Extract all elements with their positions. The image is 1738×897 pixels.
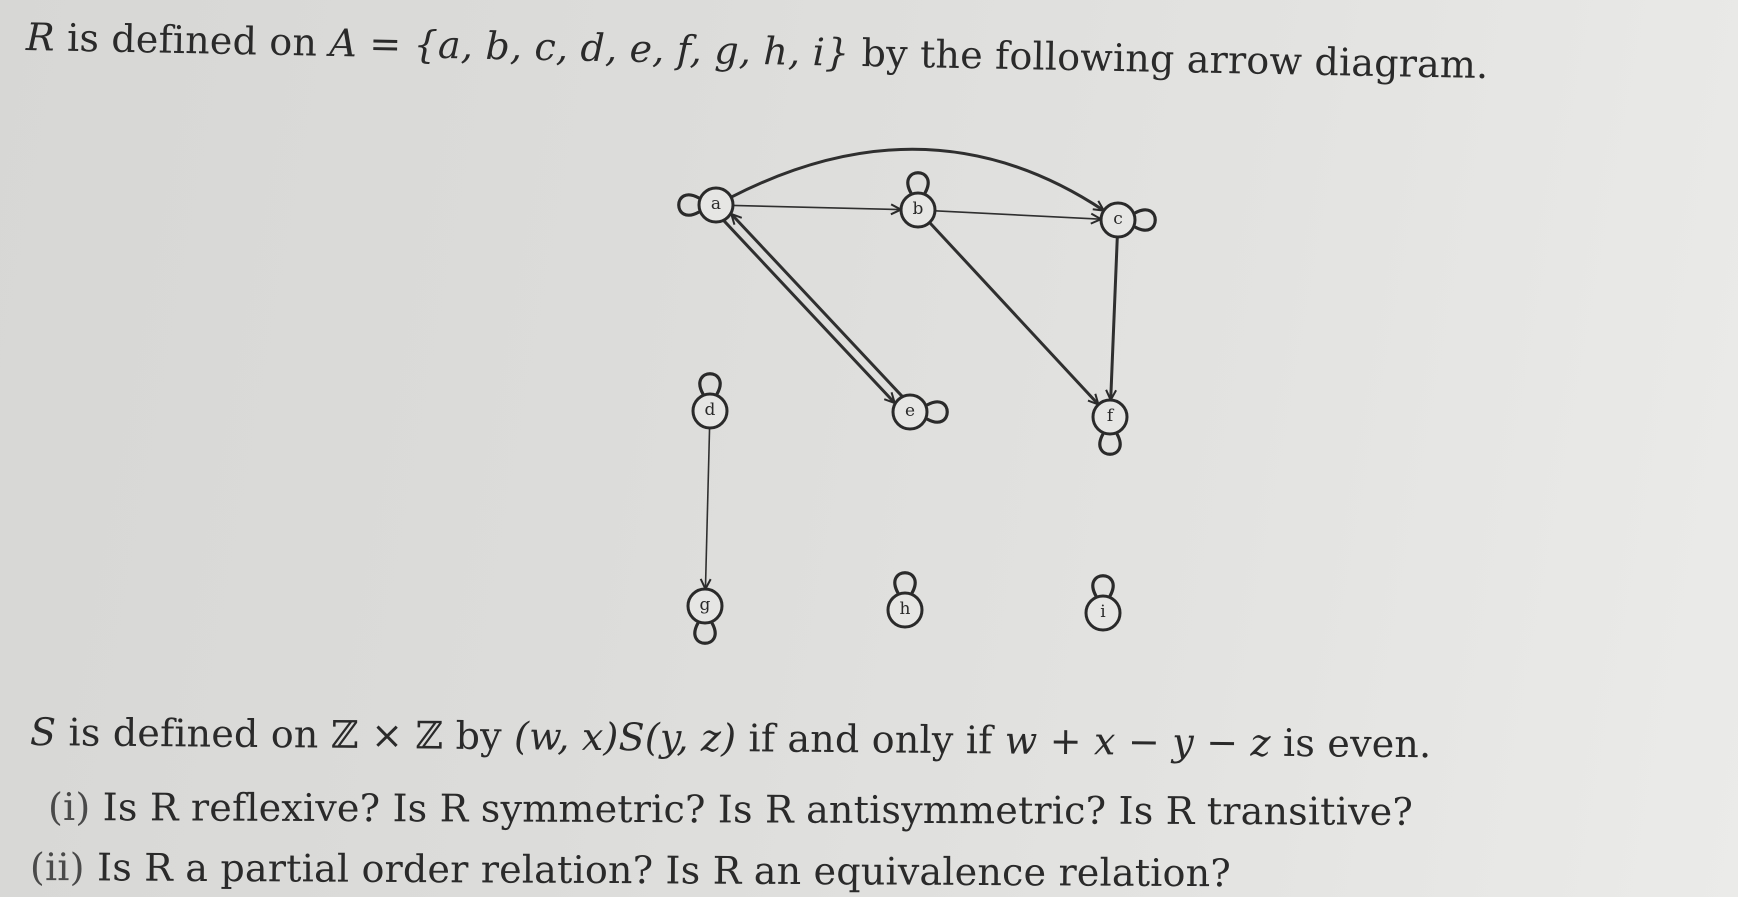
node-b bbox=[901, 193, 935, 227]
pair-one: (w, x) bbox=[513, 714, 619, 760]
node-e-label: e bbox=[904, 401, 916, 421]
question-1-number: (i) bbox=[47, 785, 91, 830]
node-b-label: b bbox=[912, 199, 924, 219]
edge-c-to-f bbox=[1111, 237, 1118, 400]
node-e bbox=[893, 395, 927, 429]
node-d-label: d bbox=[704, 400, 716, 420]
edge-e-to-a bbox=[731, 214, 902, 396]
question-1 bbox=[48, 785, 1413, 834]
relation-r-intro-post: by the following arrow diagram. bbox=[861, 31, 1489, 88]
question-1-text: Is R reflexive? Is R symmetric? Is R antisymmetric? Is R transitive? bbox=[102, 785, 1414, 834]
equals-sign: = bbox=[368, 21, 402, 67]
node-h-label: h bbox=[899, 599, 911, 619]
pair-two: (y, z) bbox=[644, 715, 737, 761]
set-name: A bbox=[328, 20, 358, 66]
parity-expression: w + x − y − z bbox=[1004, 718, 1271, 765]
self-loop-i bbox=[1093, 576, 1113, 596]
relation-s-symbol-inline: S bbox=[618, 715, 646, 760]
self-loop-a bbox=[679, 195, 699, 215]
node-d bbox=[693, 394, 727, 428]
node-g-label: g bbox=[699, 595, 711, 615]
node-i-label: i bbox=[1100, 602, 1106, 622]
condition-post: is even. bbox=[1282, 720, 1432, 767]
node-i bbox=[1086, 596, 1120, 630]
node-h bbox=[888, 593, 922, 627]
question-2-text: Is R a partial order relation? Is R an equivalence relation? bbox=[96, 845, 1232, 896]
node-a-label: a bbox=[710, 194, 722, 214]
self-loop-f bbox=[1100, 434, 1120, 454]
relation-r-intro-pre: is defined on bbox=[66, 15, 318, 65]
node-c bbox=[1101, 203, 1135, 237]
self-loop-g bbox=[695, 623, 715, 643]
question-2-number: (ii) bbox=[29, 845, 85, 890]
relation-s-pre: is defined on bbox=[68, 710, 319, 757]
node-f-label: f bbox=[1106, 406, 1114, 426]
edge-a-to-b bbox=[733, 205, 901, 209]
relation-s-symbol: S bbox=[29, 710, 57, 755]
edge-d-to-g bbox=[705, 428, 709, 589]
node-g bbox=[688, 589, 722, 623]
edge-b-to-c bbox=[935, 211, 1101, 219]
self-loop-c bbox=[1135, 210, 1155, 230]
self-loop-h bbox=[895, 573, 915, 593]
set-elements: {a, b, c, d, e, f, g, h, i} bbox=[413, 22, 850, 75]
node-f bbox=[1093, 400, 1127, 434]
node-a bbox=[699, 188, 733, 222]
node-c-label: c bbox=[1113, 209, 1123, 229]
edge-b-to-f bbox=[930, 222, 1099, 404]
self-loop-b bbox=[908, 173, 928, 193]
relation-r-symbol: R bbox=[25, 15, 56, 60]
self-loop-e bbox=[927, 402, 947, 422]
condition-pre: if and only if bbox=[748, 716, 993, 763]
edge-a-to-e bbox=[724, 221, 895, 403]
self-loop-d bbox=[700, 374, 720, 394]
relation-s-domain: ℤ × ℤ bbox=[330, 712, 444, 758]
relation-s-by: by bbox=[455, 713, 503, 759]
question-2 bbox=[30, 845, 1231, 895]
